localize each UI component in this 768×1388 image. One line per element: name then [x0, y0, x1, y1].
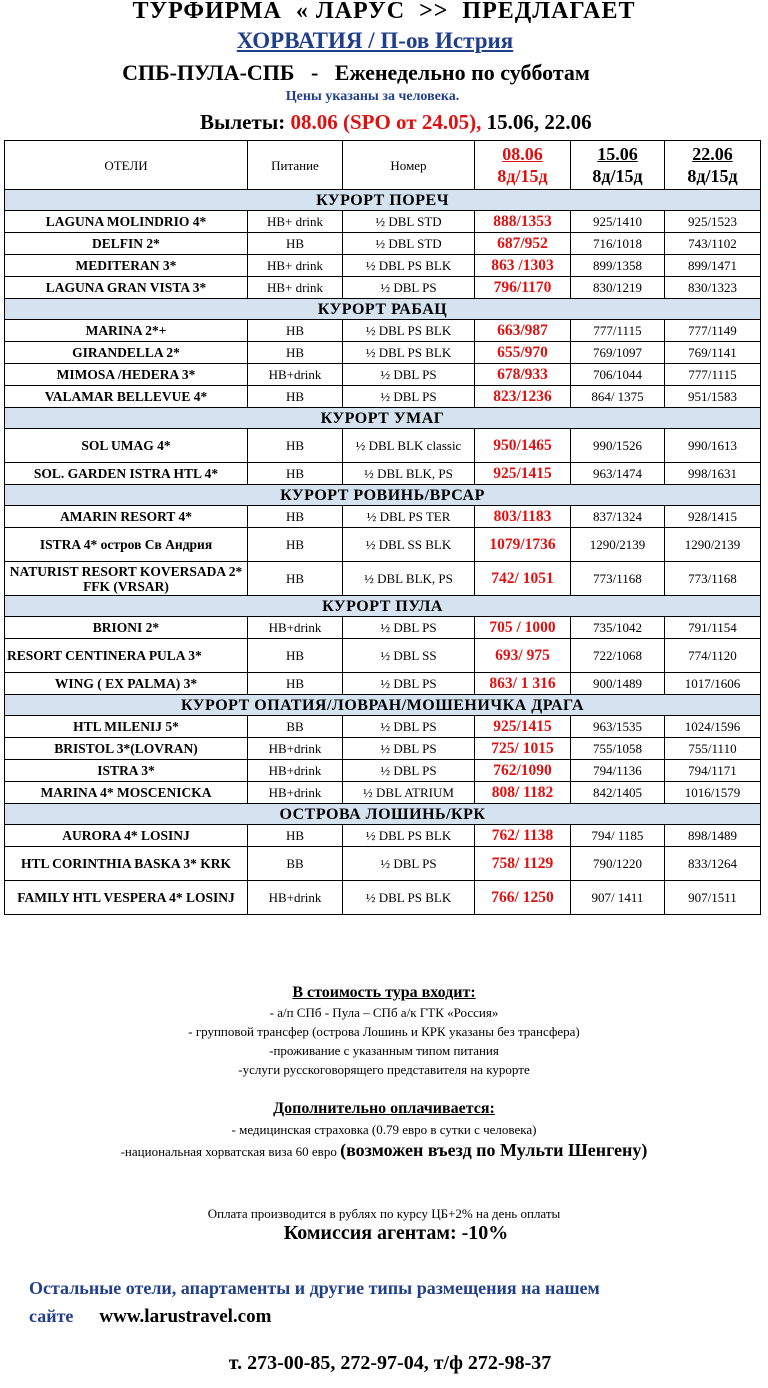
price-date-1: 693/ 975 — [475, 639, 571, 673]
price-date-3: 1290/2139 — [665, 528, 761, 562]
room-type: ½ DBL PS — [343, 847, 475, 881]
price-date-2: 864/ 1375 — [571, 386, 665, 408]
extra-title: Дополнительно оплачивается: — [273, 1100, 495, 1117]
price-date-2: 794/1136 — [571, 760, 665, 782]
section-title: КУРОРТ ПУЛА — [5, 596, 761, 617]
room-type: ½ DBL PS — [343, 617, 475, 639]
meal-plan: HB+drink — [248, 738, 343, 760]
included-block — [0, 983, 768, 1079]
price-date-1: 925/1415 — [475, 463, 571, 485]
table-row — [5, 825, 761, 847]
meal-plan: HB — [248, 320, 343, 342]
table-row — [5, 386, 761, 408]
date-3: 22.06 — [692, 144, 733, 164]
date-2-length: 8д/15д — [592, 166, 643, 186]
meal-plan: HB — [248, 528, 343, 562]
table-row — [5, 760, 761, 782]
price-date-1: 1079/1736 — [475, 528, 571, 562]
price-date-3: 928/1415 — [665, 506, 761, 528]
price-date-3: 833/1264 — [665, 847, 761, 881]
price-date-1: 762/1090 — [475, 760, 571, 782]
price-date-1: 950/1465 — [475, 429, 571, 463]
price-date-3: 743/1102 — [665, 233, 761, 255]
meal-plan: HB+drink — [248, 617, 343, 639]
date-3-length: 8д/15д — [687, 166, 738, 186]
price-date-3: 899/1471 — [665, 255, 761, 277]
hotel-name: BRISTOL 3*(LOVRAN) — [5, 738, 248, 760]
website-link[interactable]: www.larustravel.com — [99, 1306, 272, 1327]
hotel-name: VALAMAR BELLEVUE 4* — [5, 386, 248, 408]
table-row — [5, 342, 761, 364]
hotel-name: MIMOSA /HEDERA 3* — [5, 364, 248, 386]
room-type: ½ DBL STD — [343, 211, 475, 233]
table-row — [5, 881, 761, 915]
price-date-2: 837/1324 — [571, 506, 665, 528]
visa-schengen-note: (возможен въезд по Мульти Шенгену) — [340, 1140, 648, 1160]
table-row — [5, 255, 761, 277]
room-type: ½ DBL PS — [343, 277, 475, 299]
section-header-row — [5, 485, 761, 506]
price-date-2: 794/ 1185 — [571, 825, 665, 847]
price-date-2: 1290/2139 — [571, 528, 665, 562]
meal-plan: HB — [248, 342, 343, 364]
visa-text: -национальная хорватская виза 60 евро — [120, 1144, 341, 1159]
departures-spo: 08.06 (SPO от 24.05), — [290, 110, 482, 134]
table-header-row — [5, 141, 761, 190]
price-date-3: 1017/1606 — [665, 673, 761, 695]
meal-plan: BB — [248, 716, 343, 738]
price-date-3: 777/1115 — [665, 364, 761, 386]
date-1-length: 8д/15д — [497, 166, 548, 186]
price-table — [4, 140, 761, 915]
meal-plan: HB — [248, 463, 343, 485]
page-title: ТУРФИРМА « ЛАРУС >> ПРЕДЛАГАЕТ — [132, 0, 636, 24]
price-date-1: 803/1183 — [475, 506, 571, 528]
hotel-name: AURORA 4* LOSINJ — [5, 825, 248, 847]
price-date-3: 898/1489 — [665, 825, 761, 847]
price-date-1: 725/ 1015 — [475, 738, 571, 760]
table-row — [5, 506, 761, 528]
price-date-1: 758/ 1129 — [475, 847, 571, 881]
hotel-name: MEDITERAN 3* — [5, 255, 248, 277]
hotel-name: RESORT CENTINERA PULA 3* — [5, 639, 248, 673]
included-item: -проживание с указанным типом питания — [269, 1043, 499, 1058]
included-item: - а/п СПб - Пула – СПб а/к ГТК «Россия» — [269, 1005, 499, 1020]
room-type: ½ DBL PS BLK — [343, 881, 475, 915]
hotel-name: GIRANDELLA 2* — [5, 342, 248, 364]
contact-phones: т. 273-00-85, 272-97-04, т/ф 272-98-37 — [228, 1352, 552, 1374]
room-type: ½ DBL SS BLK — [343, 528, 475, 562]
section-header-row — [5, 596, 761, 617]
price-date-3: 998/1631 — [665, 463, 761, 485]
hotel-name: LAGUNA MOLINDRIO 4* — [5, 211, 248, 233]
meal-plan: HB — [248, 386, 343, 408]
price-date-1: 687/952 — [475, 233, 571, 255]
included-title: В стоимость тура входит: — [292, 984, 476, 1001]
section-header-row — [5, 408, 761, 429]
room-type: ½ DBL BLK, PS — [343, 463, 475, 485]
price-date-3: 830/1323 — [665, 277, 761, 299]
meal-plan: HB+drink — [248, 881, 343, 915]
room-type: ½ DBL PS — [343, 738, 475, 760]
room-type: ½ DBL BLK, PS — [343, 562, 475, 596]
col-hotels: ОТЕЛИ — [5, 141, 248, 190]
room-type: ½ DBL PS — [343, 386, 475, 408]
room-type: ½ DBL BLK classic — [343, 429, 475, 463]
price-date-3: 990/1613 — [665, 429, 761, 463]
col-date-2 — [571, 141, 665, 190]
price-date-1: 766/ 1250 — [475, 881, 571, 915]
price-date-1: 742/ 1051 — [475, 562, 571, 596]
price-date-3: 777/1149 — [665, 320, 761, 342]
price-date-3: 769/1141 — [665, 342, 761, 364]
room-type: ½ DBL PS — [343, 364, 475, 386]
hotel-name: FAMILY HTL VESPERA 4* LOSINJ — [5, 881, 248, 915]
hotel-name: AMARIN RESORT 4* — [5, 506, 248, 528]
room-type: ½ DBL PS BLK — [343, 825, 475, 847]
agent-commission: Комиссия агентам: -10% — [283, 1222, 509, 1244]
table-row — [5, 673, 761, 695]
room-type: ½ DBL PS — [343, 760, 475, 782]
table-row — [5, 364, 761, 386]
table-body — [5, 190, 761, 915]
section-title: КУРОРТ УМАГ — [5, 408, 761, 429]
price-date-3: 774/1120 — [665, 639, 761, 673]
table-row — [5, 782, 761, 804]
price-date-2: 900/1489 — [571, 673, 665, 695]
room-type: ½ DBL PS BLK — [343, 255, 475, 277]
hotel-name: DELFIN 2* — [5, 233, 248, 255]
col-date-1 — [475, 141, 571, 190]
price-date-2: 773/1168 — [571, 562, 665, 596]
date-2: 15.06 — [597, 144, 638, 164]
meal-plan: HB — [248, 562, 343, 596]
price-date-1: 925/1415 — [475, 716, 571, 738]
hotel-name: SOL. GARDEN ISTRA HTL 4* — [5, 463, 248, 485]
price-date-1: 655/970 — [475, 342, 571, 364]
hotel-name: ISTRA 3* — [5, 760, 248, 782]
table-row — [5, 716, 761, 738]
other-offers — [29, 1274, 749, 1331]
table-row — [5, 617, 761, 639]
departures-line — [200, 110, 592, 135]
hotel-name: ISTRA 4* остров Св Андрия — [5, 528, 248, 562]
other-offers-text: Остальные отели, апартаменты и другие типы размещения на нашем сайте — [29, 1278, 600, 1326]
table-row — [5, 233, 761, 255]
extra-insurance: - медицинская страховка (0.79 евро в сутки с человека) — [231, 1122, 537, 1137]
hotel-name: WING ( EX PALMA) 3* — [5, 673, 248, 695]
hotel-name: SOL UMAG 4* — [5, 429, 248, 463]
price-note: Цены указаны за человека. — [285, 89, 460, 104]
meal-plan: HB — [248, 429, 343, 463]
price-date-1: 705 / 1000 — [475, 617, 571, 639]
price-date-2: 706/1044 — [571, 364, 665, 386]
hotel-name: HTL MILENIJ 5* — [5, 716, 248, 738]
room-type: ½ DBL ATRIUM — [343, 782, 475, 804]
table-row — [5, 639, 761, 673]
price-date-1: 863 /1303 — [475, 255, 571, 277]
meal-plan: HB — [248, 233, 343, 255]
meal-plan: HB+drink — [248, 782, 343, 804]
section-title: КУРОРТ ПОРЕЧ — [5, 190, 761, 211]
price-date-3: 925/1523 — [665, 211, 761, 233]
room-type: ½ DBL PS — [343, 716, 475, 738]
meal-plan: HB — [248, 506, 343, 528]
room-type: ½ DBL PS BLK — [343, 342, 475, 364]
hotel-name: BRIONI 2* — [5, 617, 248, 639]
hotel-name: LAGUNA GRAN VISTA 3* — [5, 277, 248, 299]
meal-plan: HB+drink — [248, 364, 343, 386]
price-date-2: 722/1068 — [571, 639, 665, 673]
hotel-name: MARINA 4* MOSCENICKA — [5, 782, 248, 804]
departures-label: Вылеты: — [200, 110, 291, 134]
price-date-1: 663/987 — [475, 320, 571, 342]
price-date-3: 1024/1596 — [665, 716, 761, 738]
table-row — [5, 562, 761, 596]
section-title: КУРОРТ РОВИНЬ/ВРСАР — [5, 485, 761, 506]
table-row — [5, 320, 761, 342]
price-date-2: 925/1410 — [571, 211, 665, 233]
table-row — [5, 847, 761, 881]
meal-plan: HB — [248, 825, 343, 847]
meal-plan: HB+ drink — [248, 211, 343, 233]
price-date-1: 888/1353 — [475, 211, 571, 233]
extra-block — [0, 1099, 768, 1161]
price-date-1: 796/1170 — [475, 277, 571, 299]
price-date-1: 823/1236 — [475, 386, 571, 408]
section-title: КУРОРТ ОПАТИЯ/ЛОВРАН/МОШЕНИЧКА ДРАГА — [5, 695, 761, 716]
col-meal: Питание — [248, 141, 343, 190]
price-date-3: 773/1168 — [665, 562, 761, 596]
price-date-1: 762/ 1138 — [475, 825, 571, 847]
table-row — [5, 463, 761, 485]
room-type: ½ DBL PS BLK — [343, 320, 475, 342]
room-type: ½ DBL SS — [343, 639, 475, 673]
payment-note: Оплата производится в рублях по курсу ЦБ+2% на день оплаты — [207, 1206, 561, 1221]
meal-plan: HB — [248, 639, 343, 673]
table-row — [5, 528, 761, 562]
route-line: СПБ-ПУЛА-СПБ - Еженедельно по субботам — [122, 60, 590, 85]
price-date-1: 863/ 1 316 — [475, 673, 571, 695]
date-1: 08.06 — [502, 144, 543, 164]
price-date-2: 777/1115 — [571, 320, 665, 342]
destination-subtitle: ХОРВАТИЯ / П-ов Истрия — [236, 28, 514, 53]
meal-plan: HB — [248, 673, 343, 695]
price-date-2: 907/ 1411 — [571, 881, 665, 915]
price-date-2: 963/1474 — [571, 463, 665, 485]
price-date-2: 735/1042 — [571, 617, 665, 639]
hotel-name: MARINA 2*+ — [5, 320, 248, 342]
meal-plan: HB+ drink — [248, 277, 343, 299]
hotel-name: HTL CORINTHIA BASKA 3* KRK — [5, 847, 248, 881]
price-date-3: 755/1110 — [665, 738, 761, 760]
room-type: ½ DBL PS — [343, 673, 475, 695]
room-type: ½ DBL PS TER — [343, 506, 475, 528]
price-date-3: 791/1154 — [665, 617, 761, 639]
price-date-3: 951/1583 — [665, 386, 761, 408]
table-row — [5, 429, 761, 463]
table-row — [5, 738, 761, 760]
section-header-row — [5, 804, 761, 825]
section-header-row — [5, 299, 761, 320]
price-date-3: 907/1511 — [665, 881, 761, 915]
section-header-row — [5, 695, 761, 716]
hotel-name: NATURIST RESORT KOVERSADA 2* FFK (VRSAR) — [5, 562, 248, 596]
price-date-2: 830/1219 — [571, 277, 665, 299]
room-type: ½ DBL STD — [343, 233, 475, 255]
price-date-2: 716/1018 — [571, 233, 665, 255]
included-item: -услуги русскоговорящего представителя на курорте — [238, 1062, 530, 1077]
col-room: Номер — [343, 141, 475, 190]
meal-plan: BB — [248, 847, 343, 881]
included-item: - групповой трансфер (острова Лошинь и КРК указаны без трансфера) — [188, 1024, 580, 1039]
price-date-3: 1016/1579 — [665, 782, 761, 804]
meal-plan: HB+drink — [248, 760, 343, 782]
extra-visa — [0, 1141, 768, 1161]
section-header-row — [5, 190, 761, 211]
table-row — [5, 211, 761, 233]
price-date-2: 769/1097 — [571, 342, 665, 364]
price-date-2: 899/1358 — [571, 255, 665, 277]
table-row — [5, 277, 761, 299]
meal-plan: HB+ drink — [248, 255, 343, 277]
price-date-2: 990/1526 — [571, 429, 665, 463]
price-date-3: 794/1171 — [665, 760, 761, 782]
price-date-1: 678/933 — [475, 364, 571, 386]
price-date-2: 842/1405 — [571, 782, 665, 804]
col-date-3 — [665, 141, 761, 190]
price-date-1: 808/ 1182 — [475, 782, 571, 804]
price-date-2: 963/1535 — [571, 716, 665, 738]
price-date-2: 790/1220 — [571, 847, 665, 881]
section-title: КУРОРТ РАБАЦ — [5, 299, 761, 320]
departures-other: 15.06, 22.06 — [481, 110, 592, 134]
price-date-2: 755/1058 — [571, 738, 665, 760]
section-title: ОСТРОВА ЛОШИНЬ/КРК — [5, 804, 761, 825]
